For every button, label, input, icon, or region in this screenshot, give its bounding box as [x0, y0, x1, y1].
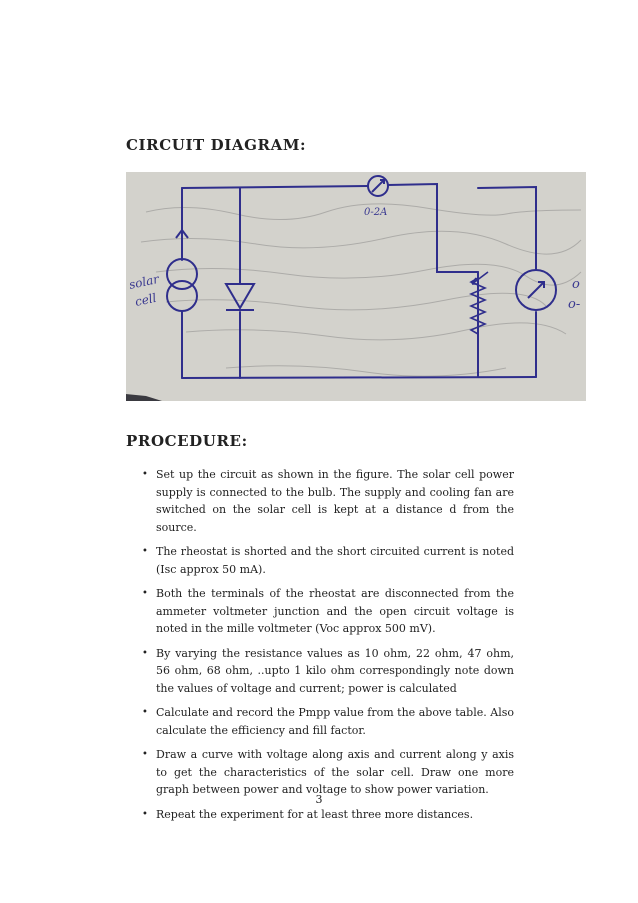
- ammeter-symbol: [368, 176, 388, 196]
- circuit-drawing: [126, 172, 586, 401]
- procedure-step: [126, 704, 514, 739]
- diode-symbol: [226, 284, 254, 310]
- bullet-icon: •: [142, 647, 148, 659]
- procedure-step: [126, 585, 514, 638]
- procedure-list: [126, 466, 514, 830]
- ammeter-range-label: 0-2A: [364, 207, 388, 218]
- solar-label-line2: cell: [133, 290, 158, 309]
- circuit-wires: [182, 184, 536, 378]
- step-text: The rheostat is shorted and the short circuited current is noted (Isc approx 50 mA).: [156, 545, 514, 576]
- solar-label-line1: solar: [127, 271, 161, 292]
- page-number: 3: [315, 793, 323, 806]
- circuit-diagram-photo: [126, 172, 586, 401]
- procedure-step: [126, 806, 514, 824]
- procedure-step: [126, 466, 514, 536]
- step-text: Calculate and record the Pmpp value from the above table. Also calculate the efficiency and fill factor.: [156, 706, 514, 737]
- bullet-icon: •: [142, 707, 148, 718]
- step-text: By varying the resistance values as 10 ohm, 22 ohm, 47 ohm, 56 ohm, 68 ohm, ..upto 1 kilo ohm correspondingly note down the values of voltage and current; power is calculated: [156, 646, 514, 695]
- step-text: Draw a curve with voltage along axis and current along y axis to get the characteristics of the solar cell. Draw one more graph between power and voltage to show power variation.: [156, 748, 514, 796]
- rheostat-symbol: [471, 272, 488, 334]
- procedure-heading: PROCEDURE:: [126, 432, 248, 450]
- step-text: Repeat the experiment for at least three more distances.: [156, 807, 474, 821]
- handwritten-labels: [128, 207, 581, 312]
- bullet-icon: •: [142, 808, 148, 820]
- procedure-step: [126, 543, 514, 578]
- procedure-step: [126, 746, 514, 799]
- bullet-icon: •: [142, 749, 148, 760]
- step-text: Both the terminals of the rheostat are disconnected from the ammeter voltmeter junction and the open circuit voltage is noted in the mille voltmeter (Voc approx 500 mV).: [156, 587, 514, 635]
- voltmeter-symbol: [516, 270, 556, 310]
- photo-edge-shadow: [126, 394, 162, 401]
- bullet-icon: •: [142, 546, 148, 557]
- side-mark-2: o-: [568, 297, 581, 312]
- bullet-icon: •: [142, 588, 148, 599]
- procedure-step: [126, 645, 514, 698]
- bullet-icon: •: [142, 469, 148, 480]
- circuit-diagram-heading: CIRCUIT DIAGRAM:: [126, 136, 307, 154]
- step-text: Set up the circuit as shown in the figure. The solar cell power supply is connected to the bulb. The supply and cooling fan are switched on the solar cell is kept at a distance d from the source.: [156, 468, 514, 534]
- side-mark-1: o: [572, 277, 580, 292]
